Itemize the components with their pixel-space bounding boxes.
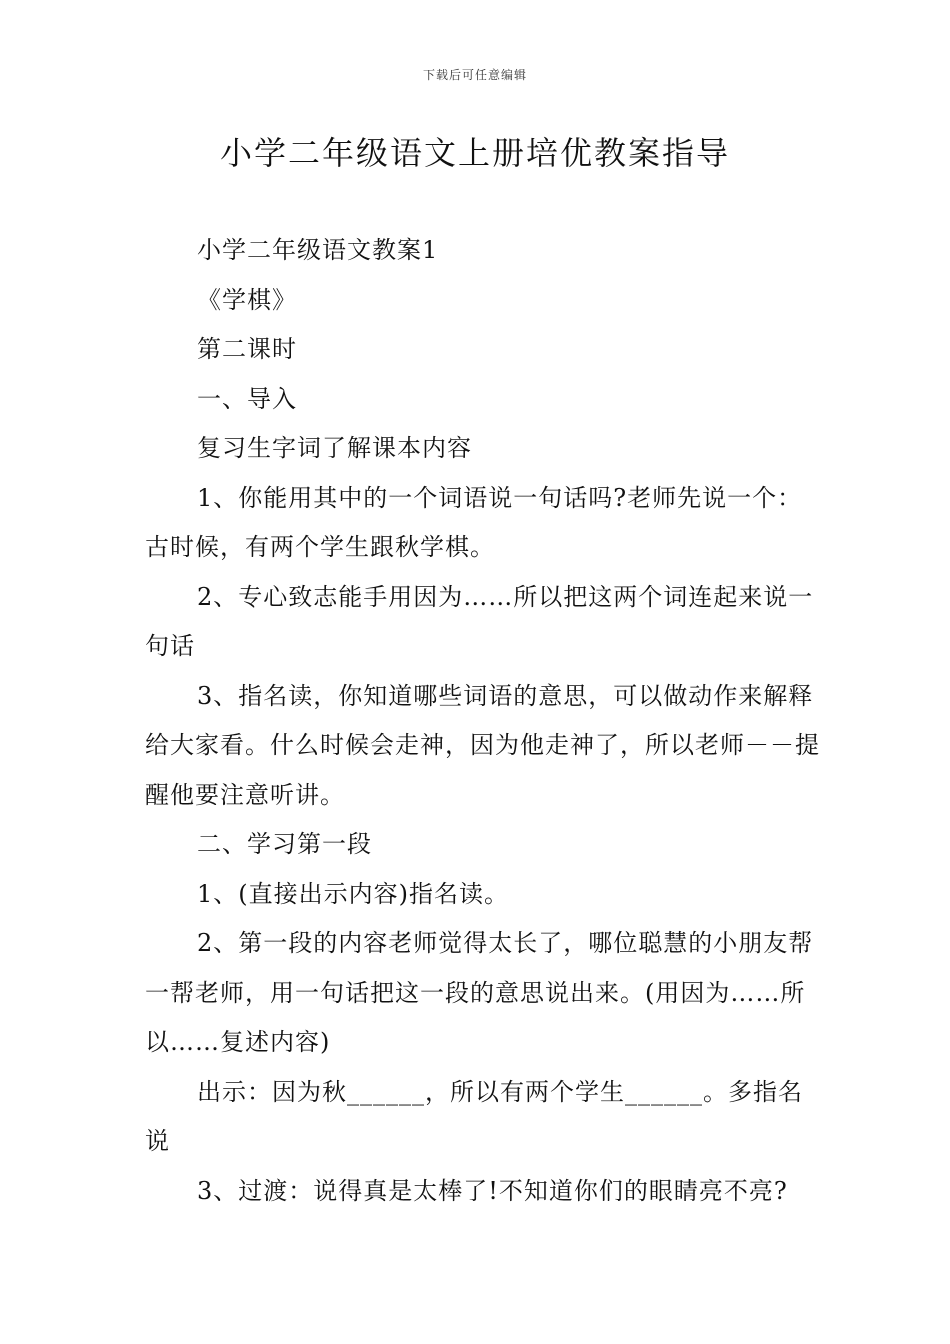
header-note: 下载后可任意编辑 (422, 68, 527, 82)
paragraph: 一、导入 (197, 384, 297, 413)
paragraph: 复习生字词了解课本内容 (197, 434, 472, 462)
paragraph: 2、专心致志能手用因为……所以把这两个词连起来说一句话 (145, 582, 814, 660)
paragraph: 小学二年级语文教案1 (197, 236, 439, 264)
paragraph: 《学棋》 (197, 285, 297, 314)
paragraph: 3、过渡：说得真是太棒了!不知道你们的眼睛亮不亮? (197, 1176, 788, 1205)
paragraph: 1、你能用其中的一个词语说一句话吗?老师先说一个：古时候，有两个学生跟秋学棋。 (145, 483, 803, 561)
paragraph: 二、学习第一段 (197, 830, 372, 858)
paragraph: 出示：因为秋______，所以有两个学生______。多指名说 (145, 1077, 803, 1155)
paragraph: 1、(直接出示内容)指名读。 (197, 879, 509, 908)
paragraph: 3、指名读，你知道哪些词语的意思，可以做动作来解释给大家看。什么时候会走神，因为他走神了，所以老师－－提醒他要注意听讲。 (145, 681, 820, 809)
document-body (145, 226, 825, 1216)
document-title: 小学二年级语文上册培优教案指导 (219, 134, 730, 172)
paragraph: 第二课时 (197, 335, 297, 363)
paragraph: 2、第一段的内容老师觉得太长了，哪位聪慧的小朋友帮一帮老师，用一句话把这一段的意思说出来。(用因为……所以……复述内容) (145, 929, 814, 1056)
